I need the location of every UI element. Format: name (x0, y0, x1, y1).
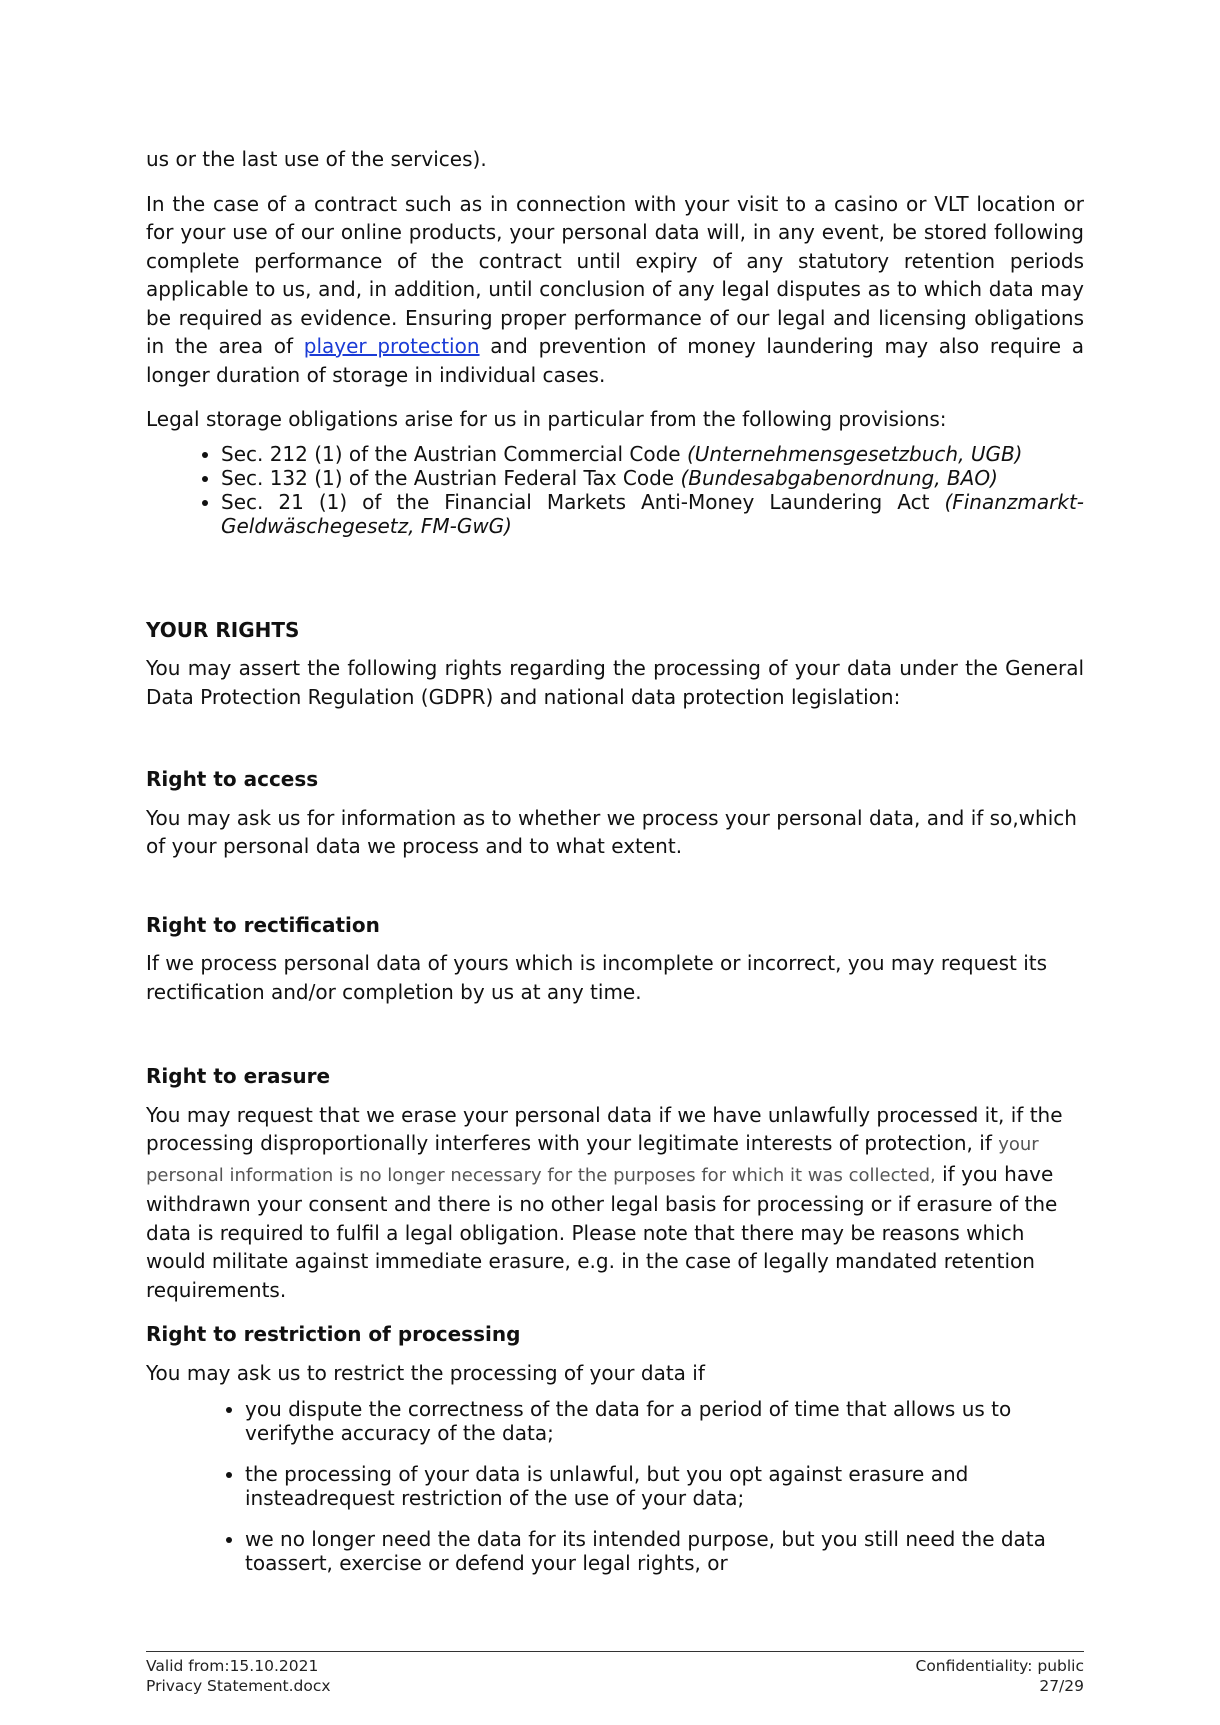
list-item: • we no longer need the data for its intended purpose, but you still need the data toassert, exercise or defend your legal rights, or (245, 1527, 1084, 1575)
law-text: Sec. 21 (1) of the Financial Markets Anti-Money Laundering Act (221, 489, 930, 514)
paragraph-rectification: If we process personal data of yours which is incomplete or incorrect, you may request its rectification and/or completion by us at any time. (146, 951, 1048, 1004)
list-item (221, 442, 1084, 466)
paragraph-continued: us or the last use of the services). (146, 147, 487, 171)
page-number: 27/29 (1039, 1677, 1084, 1695)
player-protection-link[interactable]: player protection (303, 334, 480, 358)
footer-left (146, 1656, 331, 1696)
law-text: Sec. 132 (1) of the Austrian Federal Tax Code (221, 465, 675, 490)
confidentiality-label: Confidentiality: public (915, 1657, 1084, 1675)
law-name-german: (Finanzmarkt-Geldwäschegesetz, FM-GwG) (221, 489, 1085, 538)
document-body (146, 145, 1084, 1592)
legal-provisions-list (146, 442, 1084, 538)
list-item: • the processing of your data is unlawful, but you opt against erasure and insteadrequest restriction of the use of your data; (245, 1462, 1084, 1510)
paragraph-rights-intro: You may assert the following rights regarding the processing of your data under the General Data Protection Regulation (GDPR) and national data protection legislation: (146, 656, 1084, 709)
list-item: • you dispute the correctness of the data for a period of time that allows us to verifythe accuracy of the data; (245, 1397, 1084, 1445)
heading-right-to-erasure: Right to erasure (146, 1064, 331, 1088)
paragraph-erasure-text-2: if you have withdrawn your consent and there is no other legal basis for processing or if erasure of the data is required to fulfil a legal obligation. Please note that there may be reasons which would militate against immediate erasure, e.g. in the case of legally mandated retention requirements. (146, 1161, 1058, 1302)
document-filename: Privacy Statement.docx (146, 1677, 331, 1695)
paragraph-contract-text-1: In the case of a contract such as in connection with your visit to a casino or VLT location or for your use of our online products, your personal data will, in any event, be stored following complete performance of the contract until expiry of any statutory retention periods applicable to us, and, in addition, until conclusion of any legal disputes as to which data may be required as evidence. Ensuring proper performance of our legal and licensing obligations in the area of (146, 191, 1084, 358)
restriction-conditions-list (146, 1397, 1084, 1575)
heading-right-to-restriction: Right to restriction of processing (146, 1322, 521, 1346)
paragraph-erasure (146, 1101, 1084, 1305)
heading-right-to-rectification: Right to rectification (146, 912, 380, 937)
law-name-german: (Unternehmensgesetzbuch, UGB) (686, 441, 1023, 466)
heading-your-rights: YOUR RIGHTS (146, 617, 300, 642)
paragraph-erasure-text-1: You may request that we erase your personal data if we have unlawfully processed it, if the processing disproportionally interferes with your legitimate interests of protection, if (146, 1102, 1063, 1155)
heading-right-to-access: Right to access (146, 767, 319, 791)
paragraph-contract-text-2: and prevention of money laundering may also require a longer duration of storage in individual cases. (146, 334, 1084, 387)
law-text: Sec. 212 (1) of the Austrian Commercial Code (221, 441, 681, 466)
valid-from: Valid from:15.10.2021 (146, 1657, 319, 1675)
page-footer (146, 1651, 1084, 1696)
paragraph-storage-intro: Legal storage obligations arise for us in particular from the following provisions: (146, 407, 947, 431)
paragraph-contract (146, 190, 1084, 390)
list-item (221, 490, 1084, 538)
paragraph-access: You may ask us for information as to whether we process your personal data, and if so,which of your personal data we process and to what extent. (146, 805, 1077, 858)
law-name-german: (Bundesabgabenordnung, BAO) (680, 465, 998, 490)
list-item (221, 466, 1084, 490)
paragraph-restriction-intro: You may ask us to restrict the processing of your data if (146, 1360, 705, 1385)
paragraph-erasure-inserted-text: your personal information is no longer necessary for the purposes for which it was collected, (146, 1134, 1039, 1186)
footer-right (916, 1656, 1085, 1696)
